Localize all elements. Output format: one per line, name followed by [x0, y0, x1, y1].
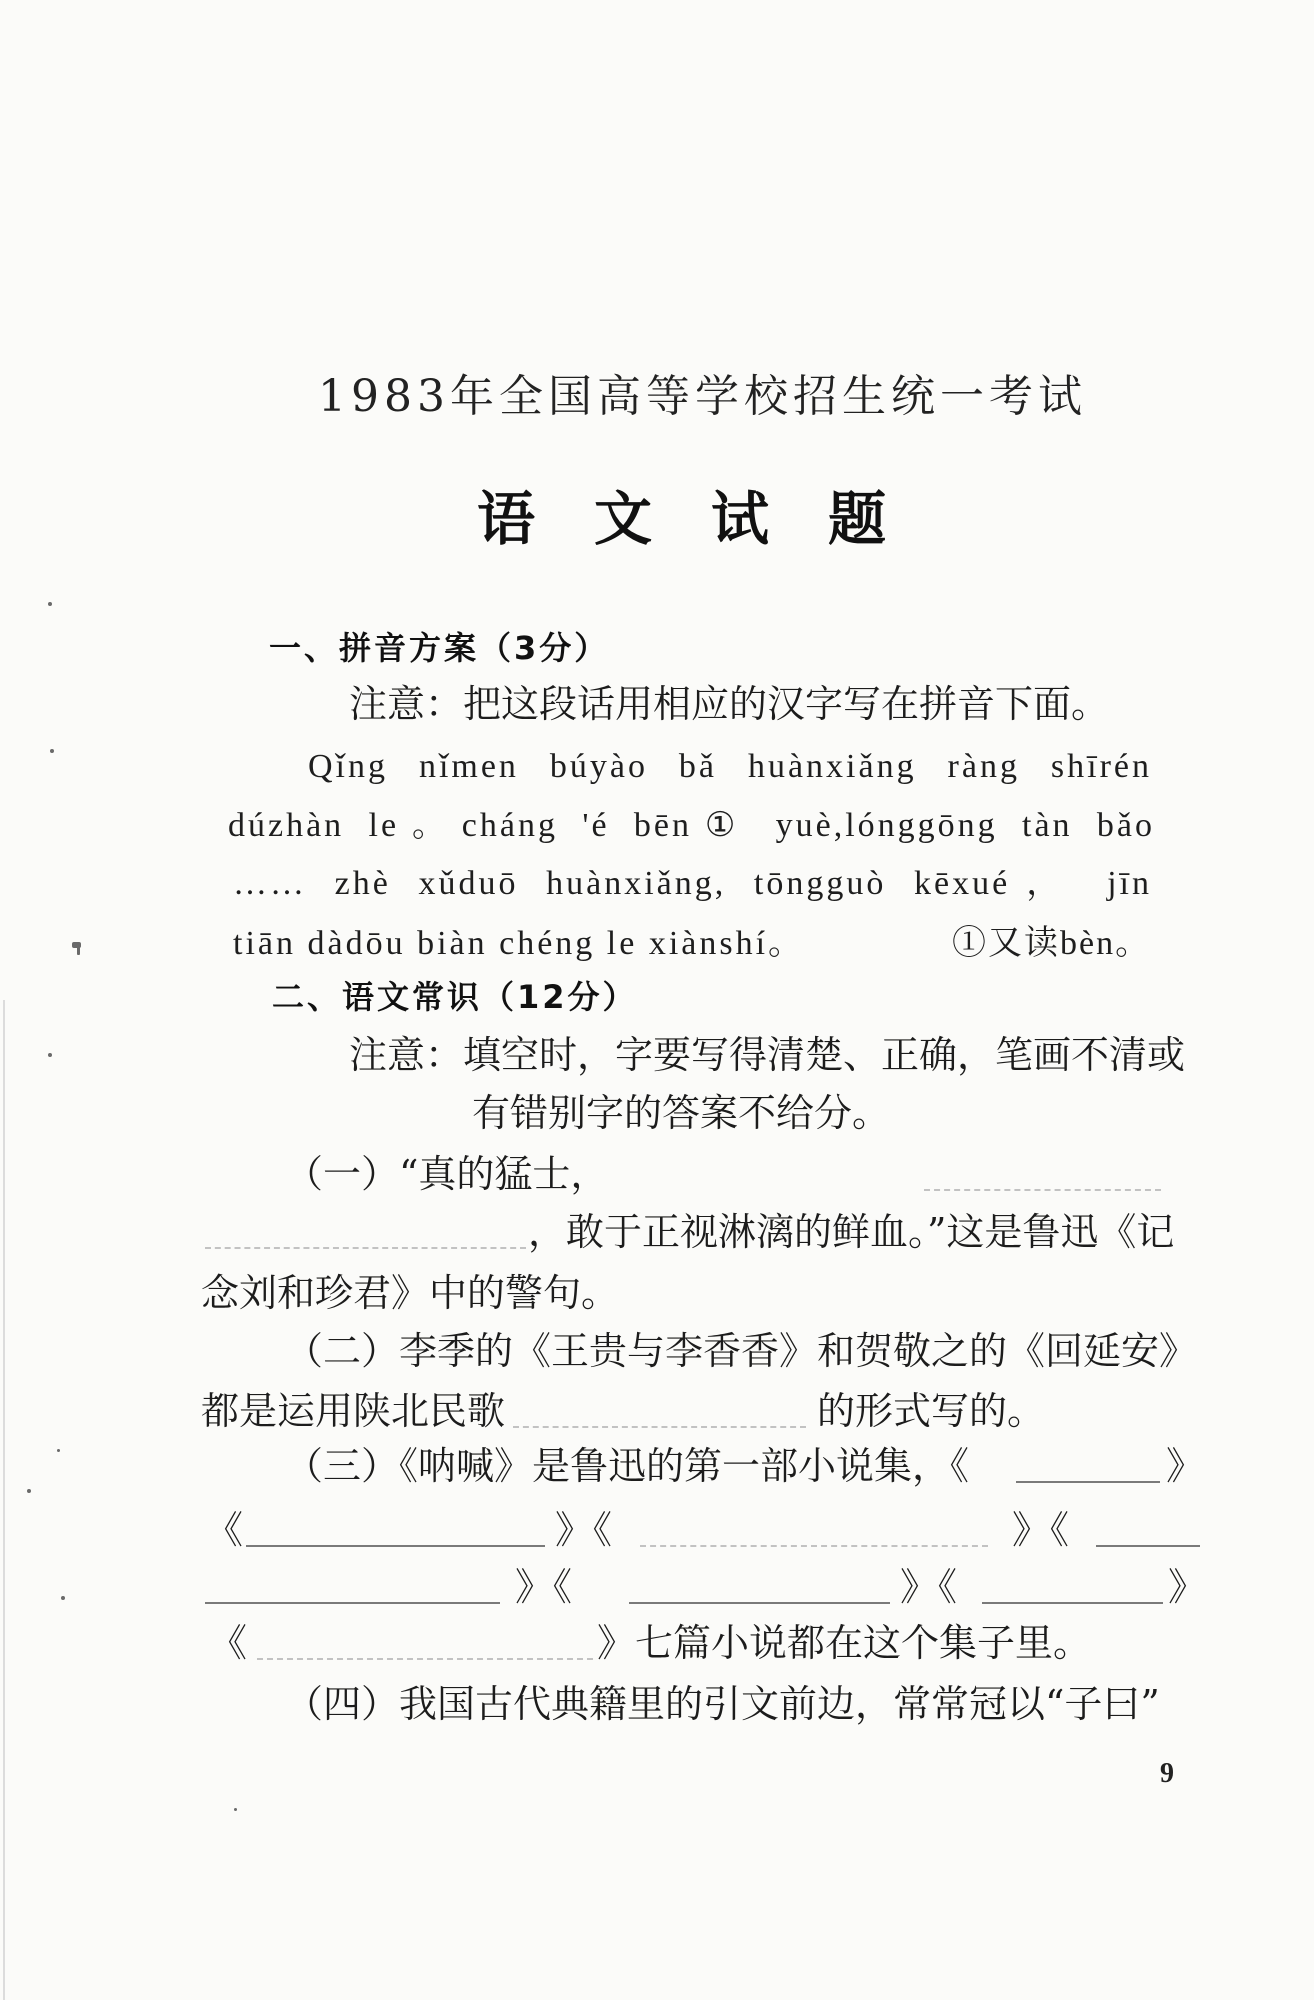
answer-blank — [1016, 1443, 1160, 1483]
bracket-text: 》《 — [515, 1565, 573, 1609]
pinyin-line — [233, 863, 1152, 904]
note-text: 注意：把这段话用相应的汉字写在拼音下面。 — [349, 682, 1110, 726]
section-2-heading: 二、语文常识（12分） — [272, 978, 638, 1016]
note-text: 注意：填空时，字要写得清楚、正确，笔画不清或 — [349, 1033, 1186, 1077]
scan-edge-line — [3, 1000, 5, 2000]
section-1-heading: 一、拼音方案（3分） — [269, 629, 610, 667]
page-number: 9 — [1160, 1758, 1174, 1789]
answer-blank — [982, 1564, 1163, 1604]
pinyin-text: tiān dàdōu biàn chéng le xiànshí。 — [233, 925, 806, 962]
answer-blank — [257, 1620, 593, 1660]
question-text: 念刘和珍君》中的警句。 — [201, 1271, 620, 1315]
bracket-text: 》《 — [555, 1508, 613, 1552]
bracket-text: 》 — [1168, 1565, 1207, 1609]
scan-speck — [50, 749, 54, 753]
pinyin-text: Qǐng nǐmen búyào bǎ huànxiǎng ràng shīrén — [308, 748, 1152, 785]
bracket-text: 》 — [1166, 1444, 1205, 1488]
section-1-note — [0, 681, 1314, 727]
question-line — [0, 1209, 1314, 1255]
question-text: （一）“真的猛士， — [285, 1152, 609, 1196]
pinyin-text: …… zhè xǔduō huànxiǎng, tōngguò kēxué， jīn — [233, 865, 1152, 902]
question-text: ，敢于正视淋漓的鲜血。”这是鲁迅《记 — [528, 1210, 1175, 1254]
bracket-text: 》《 — [1012, 1508, 1070, 1552]
scan-speck — [234, 1808, 237, 1811]
question-line — [0, 1270, 1314, 1316]
pinyin-line — [233, 923, 933, 964]
question-text: 》七篇小说都在这个集子里。 — [597, 1621, 1092, 1665]
answer-blank — [629, 1564, 890, 1604]
answer-blank — [1096, 1507, 1200, 1547]
bracket-text: 》《 — [900, 1565, 958, 1609]
scan-speck — [27, 1489, 31, 1493]
subject-title: 语文试题 — [477, 485, 946, 553]
question-text: 的形式写的。 — [817, 1389, 1046, 1433]
question-line — [0, 1564, 1314, 1610]
section-2-note — [0, 1032, 1314, 1078]
question-line — [0, 1443, 1314, 1489]
question-text: （三）《呐喊》是鲁迅的第一部小说集，《 — [285, 1444, 970, 1488]
question-line — [0, 1507, 1314, 1553]
section-2-note — [0, 1090, 1314, 1136]
answer-blank — [246, 1507, 545, 1547]
pinyin-line — [228, 805, 1155, 846]
pinyin-text: dúzhàn le。cháng 'é bēn① yuè,lónggōng tàn bǎo — [228, 807, 1155, 844]
question-text: 都是运用陕北民歌 — [201, 1389, 506, 1433]
scan-speck — [48, 602, 52, 606]
question-line — [0, 1620, 1314, 1666]
answer-blank — [924, 1151, 1161, 1191]
scan-speck — [77, 946, 80, 955]
answer-blank — [513, 1388, 806, 1428]
bracket-text: 《 — [209, 1621, 248, 1665]
question-line — [0, 1151, 1314, 1197]
answer-blank — [640, 1507, 988, 1547]
note-text: 有错别字的答案不给分。 — [472, 1091, 891, 1135]
question-text: （二）李季的《王贵与李香香》和贺敬之的《回延安》 — [285, 1329, 1198, 1373]
bracket-text: 《 — [205, 1508, 244, 1552]
exam-title: 1983年全国高等学校招生统一考试 — [318, 371, 1087, 422]
pinyin-line — [308, 746, 1152, 787]
question-line — [0, 1681, 1314, 1727]
answer-blank — [205, 1209, 526, 1249]
question-text: （四）我国古代典籍里的引文前边，常常冠以“子曰” — [285, 1682, 1160, 1726]
question-line — [0, 1328, 1314, 1374]
question-line — [0, 1388, 1314, 1434]
answer-blank — [205, 1564, 500, 1604]
pinyin-footnote: ①又读bèn。 — [952, 925, 1152, 962]
